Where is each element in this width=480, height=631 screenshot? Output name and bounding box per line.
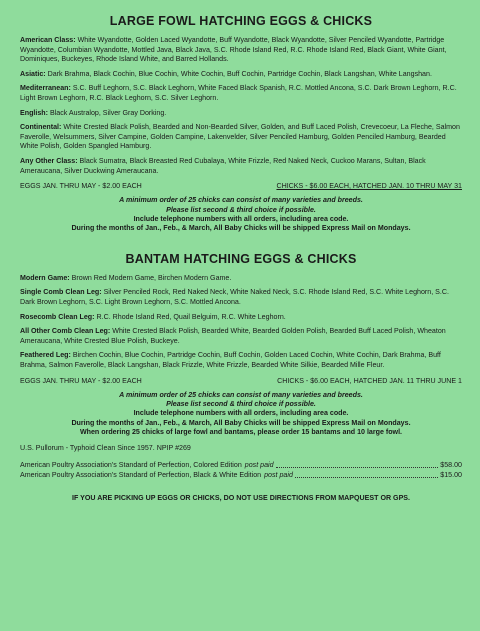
class-english: English: Black Australop, Silver Gray Dorking.: [20, 108, 167, 117]
class-feathered-leg: Feathered Leg: Birchen Cochin, Blue Cochin, Partridge Cochin, Buff Cochin, Golden Laced Cochin, White Cochin, Dark Brahma, Buff Brahma, Salmon Faverolle, Black Langshan, Black Frizzle, White Frizzle, Bearded White Silkie, Bearded Mille Fleur.: [20, 351, 441, 369]
class-all-other-comb: All Other Comb Clean Leg: White Crested Black Polish, Bearded White, Bearded Golden Polish, Bearded Buff Laced Polish, Wheaton Ameraucana, White Crested Blue Polish, Buckeye.: [20, 327, 446, 345]
large-fowl-classes: [20, 36, 462, 176]
bantam-eggs-price: EGGS JAN. THRU MAY - $2.00 EACH: [20, 376, 142, 385]
note-line: A minimum order of 25 chicks can consist of many varieties and breeds.: [119, 390, 363, 399]
bantam-prices: [20, 377, 462, 385]
note-line: Include telephone numbers with all orders, including area code.: [133, 409, 349, 418]
pickup-warning: IF YOU ARE PICKING UP EGGS OR CHICKS, DO NOT USE DIRECTIONS FROM MAPQUEST OR GPS.: [71, 493, 411, 502]
note-line: A minimum order of 25 chicks can consist of many varieties and breeds.: [119, 196, 363, 205]
class-asiatic: Asiatic: Dark Brahma, Black Cochin, Blue Cochin, White Cochin, Buff Cochin, Partridge Cochin, Black Langshan, White Langshan.: [20, 69, 432, 78]
note-line: During the months of Jan., Feb., & March, All Baby Chicks will be shipped Express Mail on Mondays.: [71, 224, 411, 233]
note-line: When ordering 25 chicks of large fowl and bantams, please order 15 bantams and 10 large fowl.: [79, 428, 403, 437]
note-line: Include telephone numbers with all orders, including area code.: [133, 214, 349, 223]
bantam-chicks-price: CHICKS - $6.00 EACH, HATCHED JAN. 11 THRU JUNE 1: [277, 376, 462, 385]
dot-leader: [276, 460, 439, 468]
class-any-other: Any Other Class: Black Sumatra, Black Breasted Red Cubalaya, White Frizzle, Red Naked Neck, Cuckoo Marans, Sultan, Black Ameraucana, Silver Duckwing Ameraucana.: [20, 156, 426, 175]
book-bw-edition: American Poultry Association's Standard of Perfection, Black & White Edition post paid $15.00: [20, 470, 462, 479]
class-continental: Continental: White Crested Black Polish, Bearded and Non-Bearded Silver, Golden, and Buff Laced Polish, Crevecoeur, La Fleche, Salmon Faverolle, Welsummers, Silver Campine, Golden Campine, Lakenvelder, Silver Penciled Hamburg, Golden Penciled Hamburg, Bearded White Polish, Golden Spangled Hamburg.: [20, 123, 460, 151]
bantam-notes: [20, 391, 462, 438]
note-line: Please list second & third choice if possible.: [166, 399, 316, 408]
class-single-comb: Single Comb Clean Leg: Silver Penciled Rock, Red Naked Neck, White Naked Neck, S.C. Rhode Island Red, S.C. White Leghorn, S.C. Dark Brown Leghorn, S.C. Light Brown Leghorn, S.C. Mottled Ancona.: [20, 288, 449, 306]
large-fowl-title: LARGE FOWL HATCHING EGGS & CHICKS: [109, 14, 373, 28]
class-rosecomb: Rosecomb Clean Leg: R.C. Rhode Island Red, Quail Belguim, R.C. White Leghorn.: [20, 312, 286, 321]
large-eggs-price: EGGS JAN. THRU MAY - $2.00 EACH: [20, 182, 142, 191]
large-fowl-prices: [20, 182, 462, 190]
large-fowl-notes: [20, 196, 462, 234]
bantam-section: [20, 252, 462, 438]
note-line: Please list second & third choice if possible.: [166, 205, 316, 214]
book-colored-edition: American Poultry Association's Standard of Perfection, Colored Edition post paid $58.00: [20, 460, 462, 469]
pullorum-statement: U.S. Pullorum - Typhoid Clean Since 1957. NPIP #269: [20, 443, 191, 452]
note-line: During the months of Jan., Feb., & March, All Baby Chicks will be shipped Express Mail on Mondays.: [71, 418, 411, 427]
class-modern-game: Modern Game: Brown Red Modern Game, Birchen Modern Game.: [20, 273, 232, 282]
large-chicks-price: CHICKS - $6.00 EACH, HATCHED JAN. 10 THRU MAY 31: [276, 182, 462, 191]
bantam-title: BANTAM HATCHING EGGS & CHICKS: [125, 251, 357, 266]
dot-leader: [295, 470, 438, 478]
class-mediterranean: Mediterranean: S.C. Buff Leghorn, S.C. Black Leghorn, White Faced Black Spanish, R.C. Mottled Ancona, S.C. Dark Brown Leghorn, R.C. Light Brown Leghorn, R.C. Black Leghorn, S.C. Silver Leghorn.: [20, 84, 457, 102]
class-american: American Class: White Wyandotte, Golden Laced Wyandotte, Buff Wyandotte, Black Wyandotte, Silver Penciled Wyandotte, Partridge Wyandotte, Columbian Wyandotte, Mottled Java, Black Java, S.C. Rhode Island Red, R.C. Rhode Island Red, Black Giant, White Giant, Dominiques, Buckeyes, Rhode Island White, and Barred Hollands.: [20, 36, 447, 64]
